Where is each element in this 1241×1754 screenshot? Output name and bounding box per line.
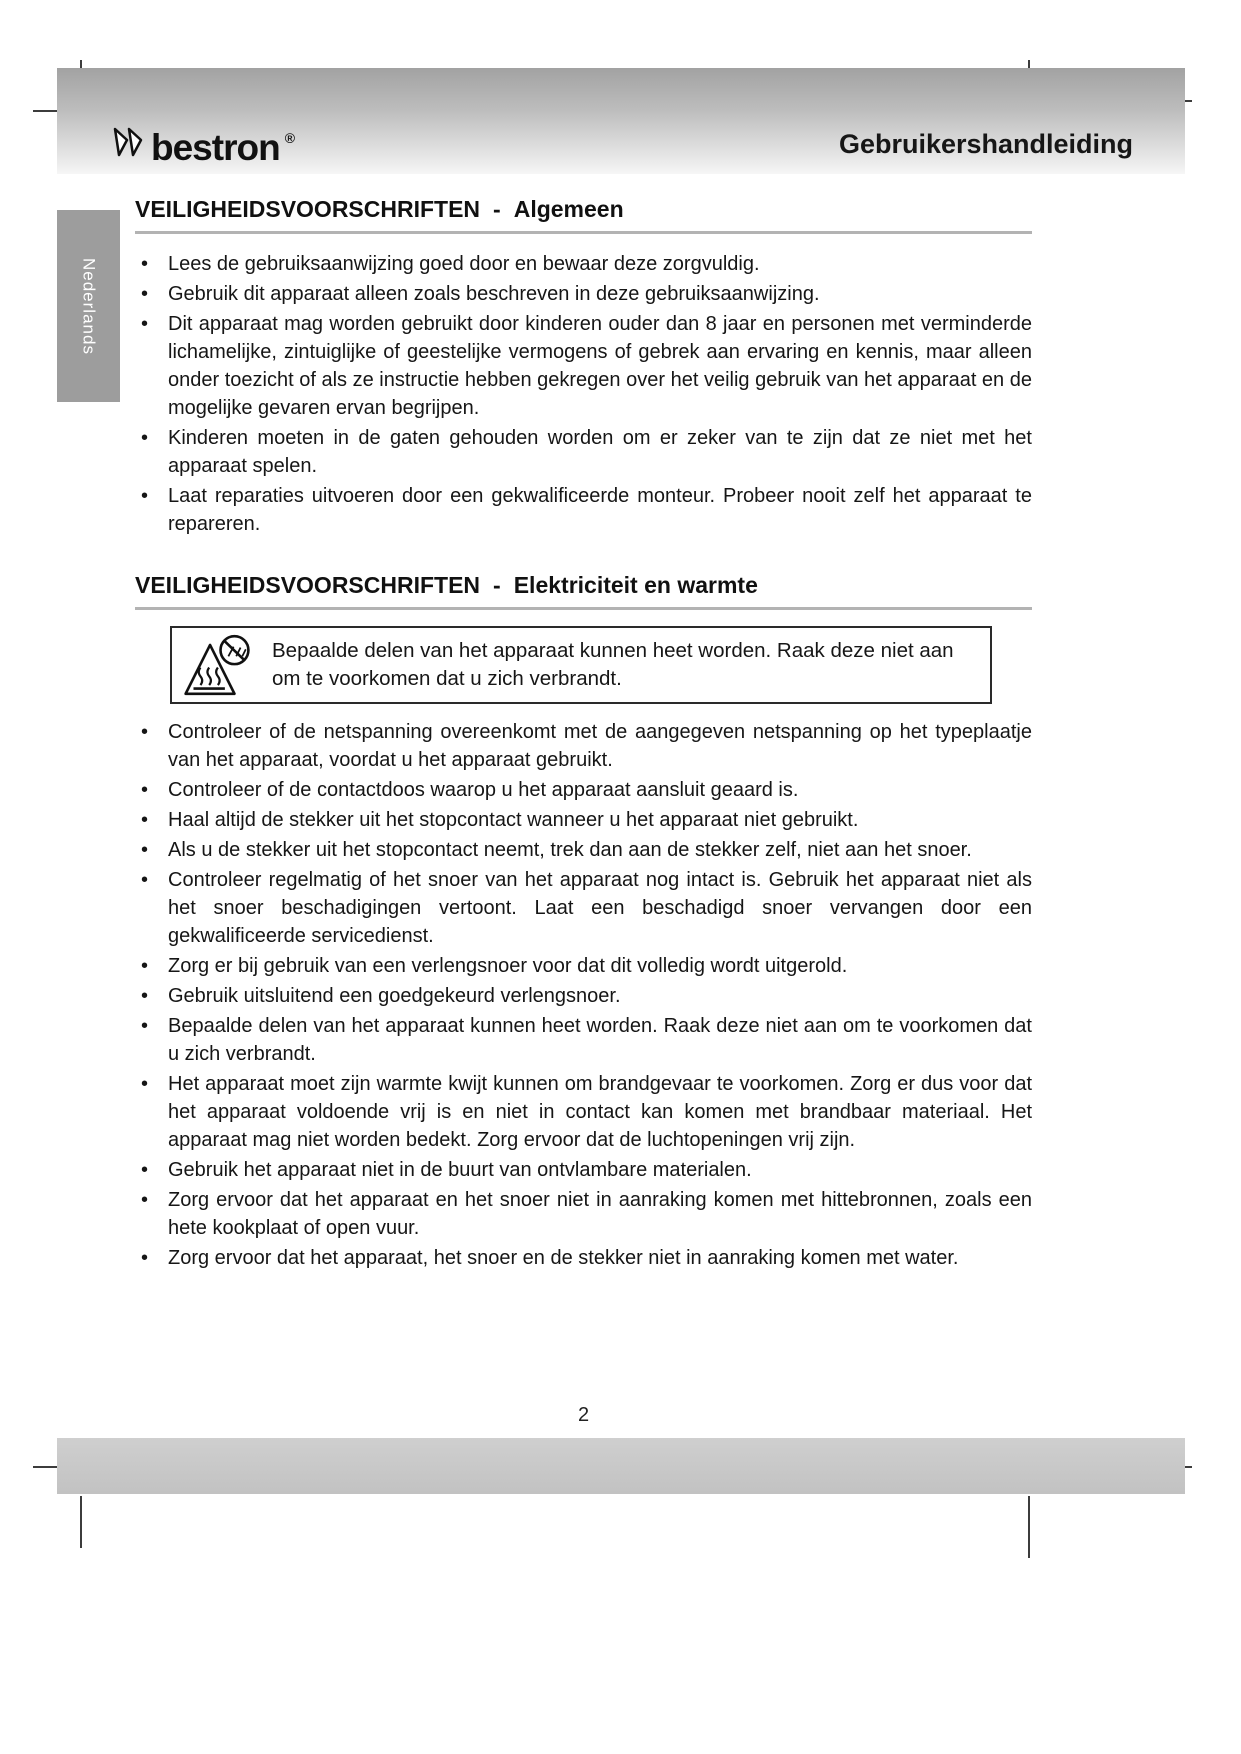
section-heading [135, 196, 1032, 234]
section-heading-sub: Elektriciteit en warmte [513, 572, 758, 598]
bullet-item: • Als u de stekker uit het stopcontact neemt, trek dan aan de stekker zelf, niet aan het snoer. [135, 836, 1032, 864]
section-heading-main: VEILIGHEIDSVOORSCHRIFTEN [135, 196, 481, 222]
bullet-list [135, 250, 1032, 538]
bullet-item: • Zorg er bij gebruik van een verlengsnoer voor dat dit volledig wordt uitgerold. [135, 952, 1032, 980]
logo-wordmark: bestron [151, 126, 280, 168]
bullet-item: • Het apparaat moet zijn warmte kwijt kunnen om brandgevaar te voorkomen. Zorg er dus voor dat het apparaat voldoende vrij is en niet in contact kan komen met brandbaar materiaal. Het apparaat mag niet worden bedekt. Zorg ervoor dat de luchtopeningen vrij zijn. [135, 1070, 1032, 1154]
section-heading-sub: Algemeen [513, 196, 624, 222]
warning-text: Bepaalde delen van het apparaat kunnen heet worden. Raak deze niet aan om te voorkomen dat u zich verbrandt. [272, 639, 954, 690]
bullet-item: • Controleer of de netspanning overeenkomt met de aangegeven netspanning op het typeplaatje van het apparaat, voordat u het apparaat gebruikt. [135, 718, 1032, 774]
bullet-item: • Haal altijd de stekker uit het stopcontact wanneer u het apparaat niet gebruikt. [135, 806, 1032, 834]
document-title: Gebruikershandleiding [838, 129, 1133, 159]
language-side-tab [57, 210, 120, 402]
hot-surface-warning-box [170, 626, 992, 704]
page-header [57, 68, 1185, 174]
bullet-item: • Bepaalde delen van het apparaat kunnen heet worden. Raak deze niet aan om te voorkomen dat u zich verbrandt. [135, 1012, 1032, 1068]
hot-surface-no-touch-warning-icon [176, 631, 272, 699]
page-content [135, 196, 1032, 1274]
bullet-item: • Controleer regelmatig of het snoer van het apparaat nog intact is. Gebruik het apparaat niet als het snoer beschadigingen vertoont. Laat een beschadigd snoer vervangen door een gekwalificeerde servicedienst. [135, 866, 1032, 950]
bullet-item: • Kinderen moeten in de gaten gehouden worden om er zeker van te zijn dat ze niet met het apparaat spelen. [135, 424, 1032, 480]
bullet-item: • Lees de gebruiksaanwijzing goed door en bewaar deze zorgvuldig. [135, 250, 1032, 278]
bullet-item: • Gebruik uitsluitend een goedgekeurd verlengsnoer. [135, 982, 1032, 1010]
bullet-item: • Gebruik het apparaat niet in de buurt van ontvlambare materialen. [135, 1156, 1032, 1184]
bullet-item: • Controleer of de contactdoos waarop u het apparaat aansluit geaard is. [135, 776, 1032, 804]
crop-mark [1028, 1496, 1030, 1558]
section-heading [135, 572, 1032, 610]
section-safety-general [135, 196, 1032, 538]
crop-mark [80, 1496, 82, 1548]
bullet-item: • Laat reparaties uitvoeren door een gekwalificeerde monteur. Probeer nooit zelf het apparaat te repareren. [135, 482, 1032, 538]
bullet-item: • Zorg ervoor dat het apparaat, het snoer en de stekker niet in aanraking komen met water. [135, 1244, 1032, 1272]
bullet-item: • Dit apparaat mag worden gebruikt door kinderen ouder dan 8 jaar en personen met verminderde lichamelijke, zintuiglijke of geestelijke vermogens of gebrek aan ervaring en kennis, maar alleen onder toezicht of als ze instructie hebben gekregen over het veilig gebruik van het apparaat en de mogelijke gevaren ervan begrijpen. [135, 310, 1032, 422]
double-chevron-icon [113, 127, 147, 162]
bullet-item: • Gebruik dit apparaat alleen zoals beschreven in deze gebruiksaanwijzing. [135, 280, 1032, 308]
registered-trademark-symbol: ® [284, 130, 296, 146]
section-heading-main: VEILIGHEIDSVOORSCHRIFTEN [135, 572, 481, 598]
bullet-list [135, 718, 1032, 1272]
language-label: Nederlands [79, 257, 99, 355]
heading-separator: - [493, 196, 501, 222]
bestron-logo [113, 126, 296, 168]
heading-separator: - [493, 572, 501, 598]
bullet-item: • Zorg ervoor dat het apparaat en het snoer niet in aanraking komen met hittebronnen, zoals een hete kookplaat of open vuur. [135, 1186, 1032, 1242]
footer-bar [57, 1438, 1185, 1494]
section-safety-electricity-heat [135, 572, 1032, 1272]
page-number: 2 [577, 1404, 590, 1426]
